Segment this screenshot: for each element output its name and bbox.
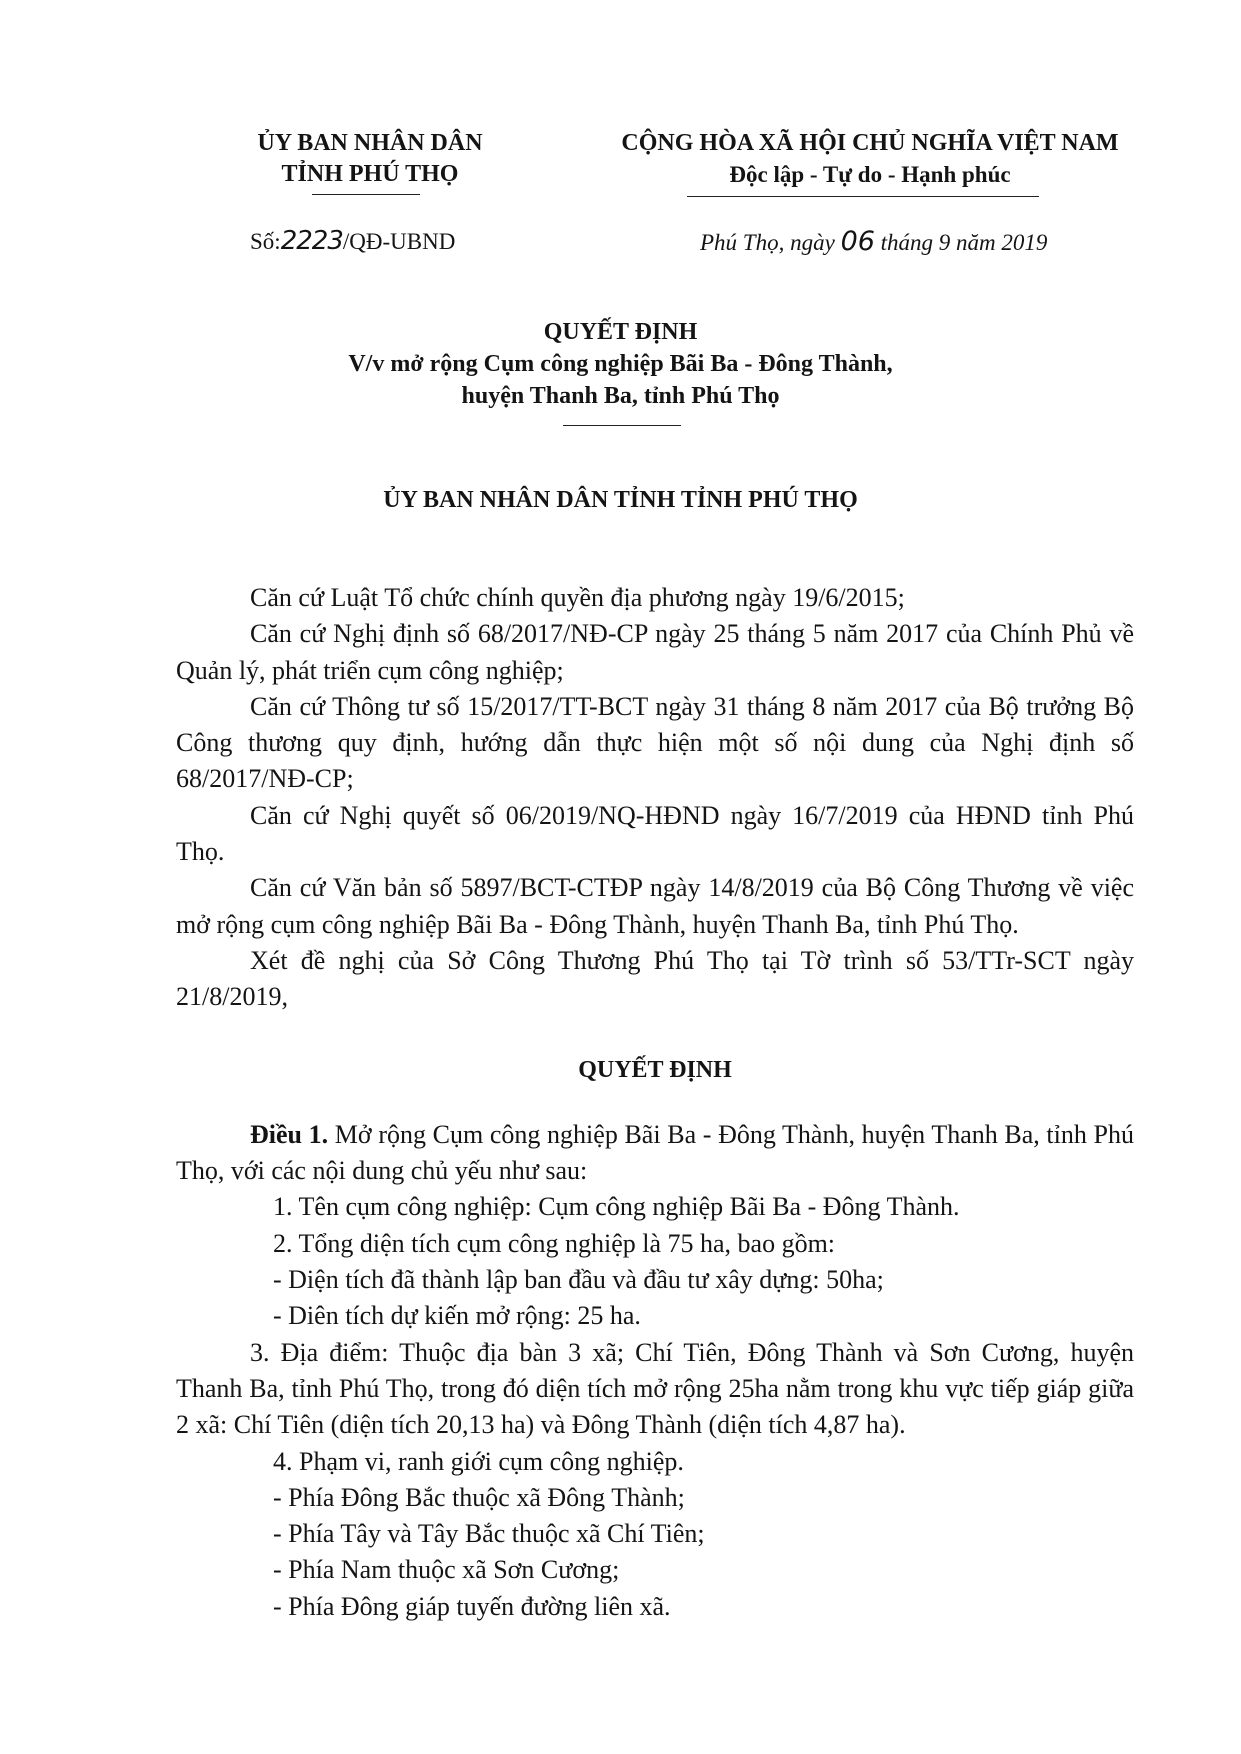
date-day-handwritten: 06 (840, 226, 875, 257)
issuing-agency (205, 128, 535, 190)
preamble-item: Căn cứ Luật Tổ chức chính quyền địa phương ngày 19/6/2015; (250, 583, 905, 612)
nation-line-1: CỘNG HÒA XÃ HỘI CHỦ NGHĨA VIỆT NAM (621, 130, 1119, 156)
place-and-date (700, 226, 1047, 257)
title-line-2: V/v mở rộng Cụm công nghiệp Bãi Ba - Đông Thành, (348, 351, 893, 377)
agency-underline (312, 194, 420, 195)
national-heading (575, 128, 1165, 190)
title-line-1: QUYẾT ĐỊNH (543, 319, 698, 345)
preamble-item: Xét đề nghị của Sở Công Thương Phú Thọ tại Tờ trình số 53/TTr-SCT ngày 21/8/2019, (176, 945, 1134, 1012)
article-1-subitem: - Phía Đông Bắc thuộc xã Đông Thành; (273, 1482, 685, 1512)
doc-no-suffix: /QĐ-UBND (342, 229, 456, 254)
article-1-subitem: - Phía Đông giáp tuyến đường liên xã. (273, 1591, 671, 1621)
motto-underline (687, 196, 1039, 197)
article-1-item: 3. Địa điểm: Thuộc địa bàn 3 xã; Chí Tiên, Đông Thành và Sơn Cương, huyện Thanh Ba, tỉnh Phú Thọ, trong đó diện tích mở rộng 25ha nằm trong khu vực tiếp giáp giữa 2 xã: Chí Tiên (diện tích 20,13 ha) và Đông Thành (diện tích 4,87 ha). (176, 1337, 1134, 1440)
article-1-subitem: - Phía Tây và Tây Bắc thuộc xã Chí Tiên; (273, 1519, 705, 1549)
document-title (0, 316, 1241, 412)
document-number (250, 226, 455, 256)
article-1-item: 4. Phạm vi, ranh giới cụm công nghiệp. (273, 1446, 684, 1476)
article-1-item: 1. Tên cụm công nghiệp: Cụm công nghiệp Bãi Ba - Đông Thành. (273, 1192, 960, 1222)
preamble-item: Căn cứ Nghị định số 68/2017/NĐ-CP ngày 25 tháng 5 năm 2017 của Chính Phủ về Quản lý, phát triển cụm công nghiệp; (176, 619, 1134, 685)
preamble-item: Căn cứ Nghị quyết số 06/2019/NQ-HĐND ngày 16/7/2019 của HĐND tỉnh Phú Thọ. (176, 800, 1134, 867)
authority-heading: ỦY BAN NHÂN DÂN TỈNH TỈNH PHÚ THỌ (383, 487, 858, 513)
agency-line-1: ỦY BAN NHÂN DÂN (257, 130, 483, 156)
title-line-3: huyện Thanh Ba, tỉnh Phú Thọ (461, 383, 780, 409)
article-1-subitem: - Diên tích dự kiến mở rộng: 25 ha. (273, 1301, 641, 1331)
doc-no-handwritten: 2223 (280, 226, 343, 256)
article-1-text: Mở rộng Cụm công nghiệp Bãi Ba - Đông Thành, huyện Thanh Ba, tỉnh Phú Thọ, với các nội dung chủ yếu như sau: (176, 1119, 1134, 1186)
date-suffix: tháng 9 năm 2019 (874, 230, 1048, 255)
article-1-item: 2. Tổng diện tích cụm công nghiệp là 75 ha, bao gồm: (273, 1228, 836, 1258)
article-1-subitem: - Phía Nam thuộc xã Sơn Cương; (273, 1555, 620, 1585)
document-body (176, 580, 1134, 1625)
national-motto: Độc lập - Tự do - Hạnh phúc (729, 162, 1011, 187)
title-underline (563, 425, 681, 426)
article-1-intro (176, 1117, 1134, 1190)
date-prefix: Phú Thọ, ngày (700, 230, 841, 255)
decision-heading: QUYẾT ĐỊNH (578, 1056, 732, 1083)
article-1-label: Điều 1. (250, 1119, 329, 1149)
article-1-subitem: - Diện tích đã thành lập ban đầu và đầu tư xây dựng: 50ha; (273, 1265, 884, 1295)
doc-no-prefix: Số: (250, 229, 281, 254)
agency-line-2: TỈNH PHÚ THỌ (281, 161, 459, 187)
preamble-item: Căn cứ Thông tư số 15/2017/TT-BCT ngày 31 tháng 8 năm 2017 của Bộ trưởng Bộ Công thương quy định, hướng dẫn thực hiện một số nội dung của Nghị định số 68/2017/NĐ-CP; (176, 691, 1134, 794)
preamble-item: Căn cứ Văn bản số 5897/BCT-CTĐP ngày 14/8/2019 của Bộ Công Thương về việc mở rộng cụm công nghiệp Bãi Ba - Đông Thành, huyện Thanh Ba, tỉnh Phú Thọ. (176, 873, 1134, 939)
